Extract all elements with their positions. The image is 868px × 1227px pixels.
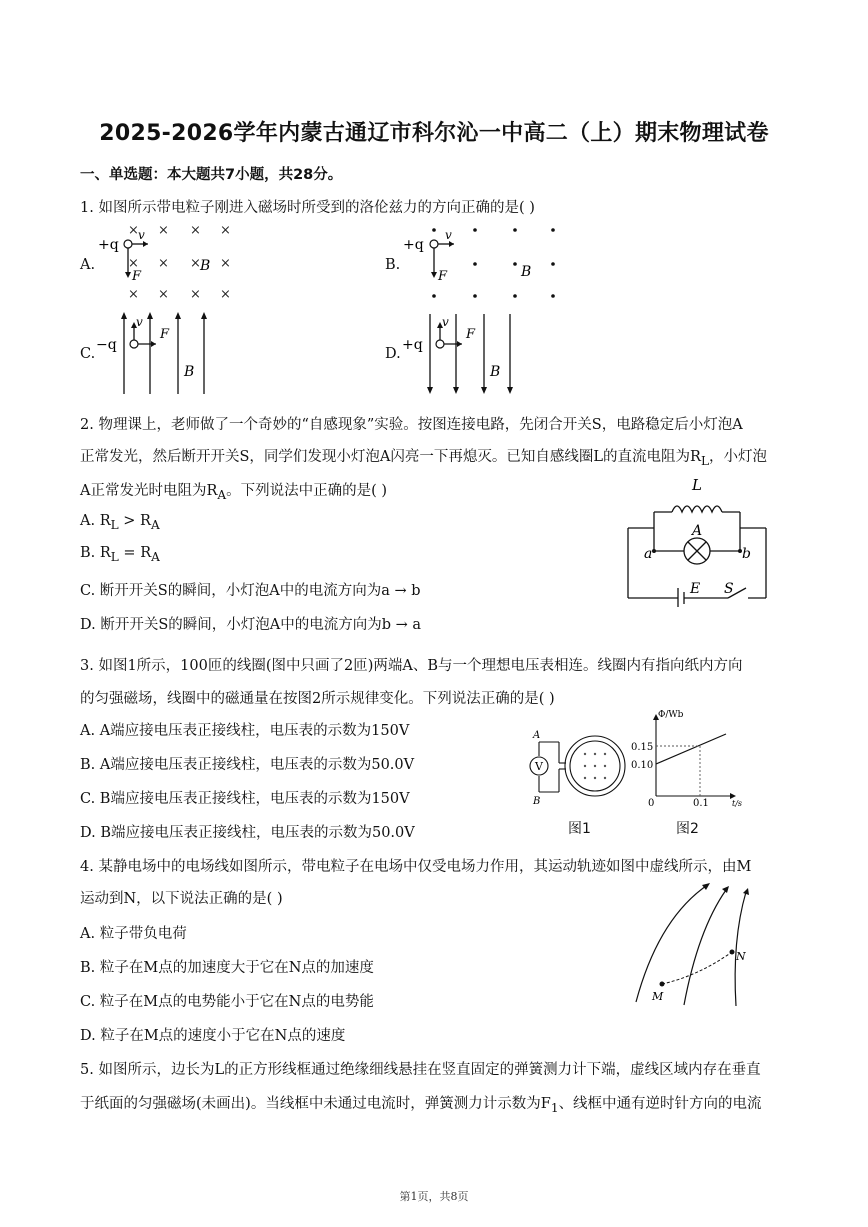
q1-figure-c — [96, 310, 216, 396]
q1d-charge-label: +q — [402, 337, 423, 353]
question-4-line-1: 4. 某静电场中的电场线如图所示，带电粒子在电场中仅受电场力作用，其运动轨迹如图中虚线所示，由M — [80, 859, 752, 875]
q1-option-a-label: A. — [80, 257, 96, 273]
svg-text:×: × — [128, 256, 139, 271]
q3-option-b: B. A端应接电压表正接线柱，电压表的示数为50.0V — [80, 757, 415, 773]
svg-text:×: × — [190, 287, 201, 302]
q2-node-b-label: b — [742, 546, 751, 562]
q4-point-m-label: M — [652, 990, 664, 1003]
q4-option-d: D. 粒子在M点的速度小于它在N点的速度 — [80, 1028, 346, 1044]
q3-figure-2-caption: 图2 — [676, 821, 699, 837]
q3-figure-1-caption: 图1 — [568, 821, 591, 837]
question-2-line-1: 2. 物理课上，老师做了一个奇妙的“自感现象”实验。按图连接电路，先闭合开关S，电路稳定后小灯泡A — [80, 417, 743, 433]
q1-figure-d — [402, 310, 522, 396]
q4-field-lines-figure — [628, 880, 758, 1010]
q2-option-b — [80, 545, 160, 564]
q1d-field-label: B — [490, 364, 501, 380]
q1a-charge-label: +q — [98, 237, 119, 253]
question-5-line-2 — [80, 1092, 762, 1115]
question-3-line-1: 3. 如图1所示，100匝的线圈(图中只画了2匝)两端A、B与一个理想电压表相连。线圈内有指向纸内方向 — [80, 658, 743, 674]
svg-text:×: × — [220, 256, 231, 271]
q2-option-c: C. 断开开关S的瞬间，小灯泡A中的电流方向为a → b — [80, 583, 421, 599]
section-heading: 一、单选题：本大题共7小题，共28分。 — [80, 167, 343, 183]
q3-option-a: A. A端应接电压表正接线柱，电压表的示数为150V — [80, 723, 410, 739]
question-5-line-1: 5. 如图所示，边长为L的正方形线框通过绝缘细线悬挂在竖直固定的弹簧测力计下端，虚线区域内存在垂直 — [80, 1062, 761, 1078]
svg-text:×: × — [158, 256, 169, 271]
question-3-line-2: 的匀强磁场，线圈中的磁通量在按图2所示规律变化。下列说法正确的是( ) — [80, 691, 555, 707]
q2-optb-text: B. R — [80, 545, 111, 561]
q1a-force-label: F — [132, 269, 142, 284]
q1-option-b-label: B. — [385, 257, 401, 273]
q2-line3-sub: A — [217, 487, 227, 502]
q3-terminal-a-label: A — [533, 730, 541, 741]
q1-option-c-label: C. — [80, 346, 96, 362]
q1a-velocity-label: v — [138, 228, 145, 242]
q3-figure-1 — [513, 726, 629, 812]
q1-figure-a — [98, 222, 248, 304]
q2-line3-end: 。下列说法中正确的是( ) — [226, 483, 388, 499]
question-4-line-2: 运动到N，以下说法正确的是( ) — [80, 891, 283, 907]
svg-text:×: × — [220, 287, 231, 302]
q4-option-a: A. 粒子带负电荷 — [80, 926, 187, 942]
q2-circuit-figure — [624, 472, 774, 607]
q2-line2-end: ，小灯泡 — [708, 449, 767, 465]
q1-figure-b — [403, 222, 563, 304]
q2-opta-sub1: L — [110, 517, 119, 532]
q1d-velocity-label: v — [442, 315, 449, 329]
svg-text:×: × — [128, 223, 139, 238]
q3-terminal-b-label: B — [533, 796, 541, 807]
svg-text:×: × — [158, 287, 169, 302]
q2-opta-mid: > R — [118, 513, 151, 529]
q2-optb-sub2: A — [151, 549, 160, 564]
q1-option-d-label: D. — [385, 346, 401, 362]
q4-option-b: B. 粒子在M点的加速度大于它在N点的加速度 — [80, 960, 374, 976]
page-title: 2025-2026学年内蒙古通辽市科尔沁一中高二（上）期末物理试卷 — [99, 121, 769, 146]
q1b-charge-label: +q — [403, 237, 424, 253]
q2-option-d: D. 断开开关S的瞬间，小灯泡A中的电流方向为b → a — [80, 617, 422, 633]
q2-node-a-label: a — [644, 546, 653, 562]
q3-graph-y-label: Φ/Wb — [658, 710, 684, 720]
q3-graph-y-tick-010: 0.10 — [631, 760, 654, 771]
q5-line2-sub: 1 — [550, 1100, 559, 1115]
q5-line2-text: 于纸面的匀强磁场(未画出)。当线框中未通过电流时，弹簧测力计示数为F — [80, 1096, 551, 1112]
page-footer: 第1页，共8页 — [399, 1190, 469, 1203]
q3-figure-2-graph — [630, 708, 750, 808]
q3-option-d: D. B端应接电压表正接线柱，电压表的示数为50.0V — [80, 825, 415, 841]
q1a-field-label: B — [200, 258, 211, 274]
q3-graph-origin: 0 — [648, 798, 655, 808]
q3-graph-y-tick-015: 0.15 — [631, 742, 654, 753]
q1c-field-label: B — [184, 364, 195, 380]
question-1-stem: 1. 如图所示带电粒子刚进入磁场时所受到的洛伦兹力的方向正确的是( ) — [80, 200, 535, 216]
q2-switch-label: S — [724, 581, 734, 597]
q2-inductor-label: L — [692, 476, 702, 494]
q1c-velocity-label: v — [136, 315, 143, 329]
q4-point-n-label: N — [736, 950, 746, 963]
svg-text:×: × — [128, 287, 139, 302]
q2-option-a — [80, 513, 160, 532]
q3-graph-x-tick: 0.1 — [693, 798, 709, 808]
svg-text:×: × — [158, 223, 169, 238]
q5-line2-end: 、线框中通有逆时针方向的电流 — [558, 1096, 762, 1112]
q1d-force-label: F — [466, 327, 476, 342]
q2-line2-text: 正常发光，然后断开开关S，同学们发现小灯泡A闪亮一下再熄灭。已知自感线圈L的直流电阻为R — [80, 449, 701, 465]
q3-voltmeter-label: V — [535, 760, 543, 773]
svg-text:×: × — [190, 256, 201, 271]
q2-battery-label: E — [690, 581, 701, 597]
q1b-velocity-label: v — [445, 228, 452, 242]
q1c-charge-label: −q — [96, 337, 117, 353]
q2-opta-text: A. R — [80, 513, 111, 529]
q2-optb-sub1: L — [110, 549, 119, 564]
q2-opta-sub2: A — [150, 517, 160, 532]
q1b-field-label: B — [521, 264, 532, 280]
q1c-force-label: F — [160, 327, 170, 342]
question-2-line-3 — [80, 479, 387, 502]
q3-graph-x-label: t/s — [732, 799, 743, 808]
q1b-force-label: F — [438, 269, 448, 284]
q2-line3-text: A正常发光时电阻为R — [80, 483, 218, 499]
q2-bulb-label: A — [692, 523, 703, 539]
question-2-line-2 — [80, 445, 767, 468]
q4-option-c: C. 粒子在M点的电势能小于它在N点的电势能 — [80, 994, 374, 1010]
q3-option-c: C. B端应接电压表正接线柱，电压表的示数为150V — [80, 791, 410, 807]
svg-text:×: × — [190, 223, 201, 238]
q2-optb-mid: = R — [118, 545, 152, 561]
svg-text:×: × — [220, 223, 231, 238]
q2-line2-sub: L — [700, 453, 709, 468]
